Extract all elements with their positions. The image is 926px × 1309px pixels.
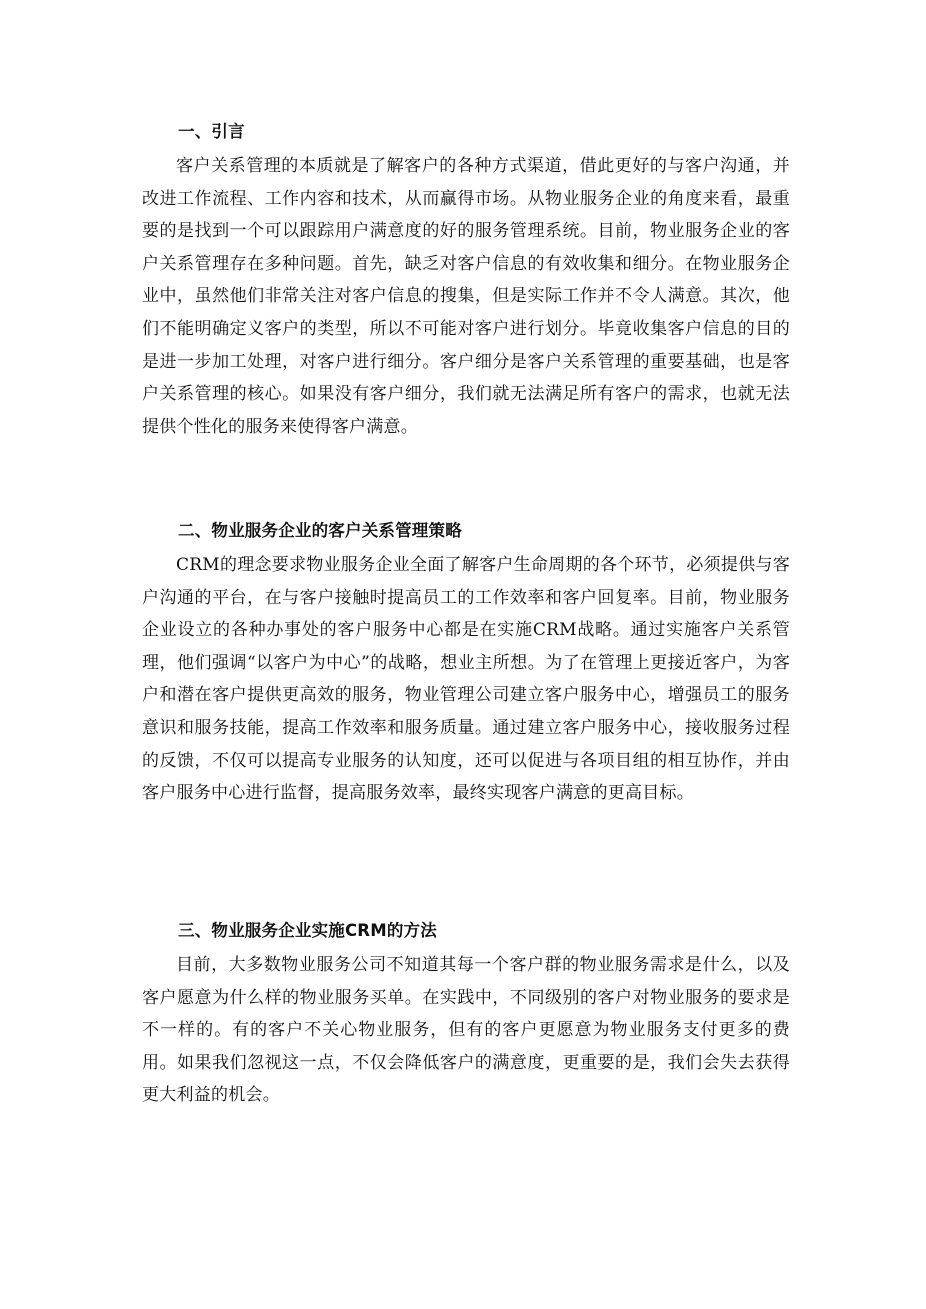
- section-introduction: [142, 118, 790, 443]
- section-paragraph: 目前，大多数物业服务公司不知道其每一个客户群的物业服务需求是什么，以及客户愿意为什么样的物业服务买单。在实践中，不同级别的客户对物业服务的要求是不一样的。有的客户不关心物业服务，但有的客户更愿意为物业服务支付更多的费用。如果我们忽视这一点，不仅会降低客户的满意度，更重要的是，我们会失去获得更大利益的机会。: [142, 955, 790, 1106]
- section-heading: 二、物业服务企业的客户关系管理策略: [178, 521, 462, 540]
- section-crm-methods: [142, 917, 790, 1112]
- section-paragraph: 客户关系管理的本质就是了解客户的各种方式渠道，借此更好的与客户沟通，并改进工作流程、工作内容和技术，从而赢得市场。从物业服务企业的角度来看，最重要的是找到一个可以跟踪用户满意度的好的服务管理系统。目前，物业服务企业的客户关系管理存在多种问题。首先，缺乏对客户信息的有效收集和细分。在物业服务企业中，虽然他们非常关注对客户信息的搜集，但是实际工作并不令人满意。其次，他们不能明确定义客户的类型，所以不可能对客户进行划分。毕竟收集客户信息的目的是进一步加工处理，对客户进行细分。客户细分是客户关系管理的重要基础，也是客户关系管理的核心。如果没有客户细分，我们就无法满足所有客户的需求，也就无法提供个性化的服务来使得客户满意。: [142, 156, 790, 437]
- section-heading: 一、引言: [178, 122, 245, 141]
- section-paragraph: CRM的理念要求物业服务企业全面了解客户生命周期的各个环节，必须提供与客户沟通的平台，在与客户接触时提高员工的工作效率和客户回复率。目前，物业服务企业设立的各种办事处的客户服务中心都是在实施CRM战略。通过实施客户关系管理，他们强调“以客户为中心”的战略，想业主所想。为了在管理上更接近客户，为客户和潜在客户提供更高效的服务，物业管理公司建立客户服务中心，增强员工的服务意识和服务技能，提高工作效率和服务质量。通过建立客户服务中心，接收服务过程的反馈，不仅可以提高专业服务的认知度，还可以促进与各项目组的相互协作，并由客户服务中心进行监督，提高服务效率，最终实现客户满意的更高目标。: [142, 555, 790, 804]
- section-heading: 三、物业服务企业实施CRM的方法: [178, 921, 437, 940]
- section-crm-strategy: [142, 517, 790, 810]
